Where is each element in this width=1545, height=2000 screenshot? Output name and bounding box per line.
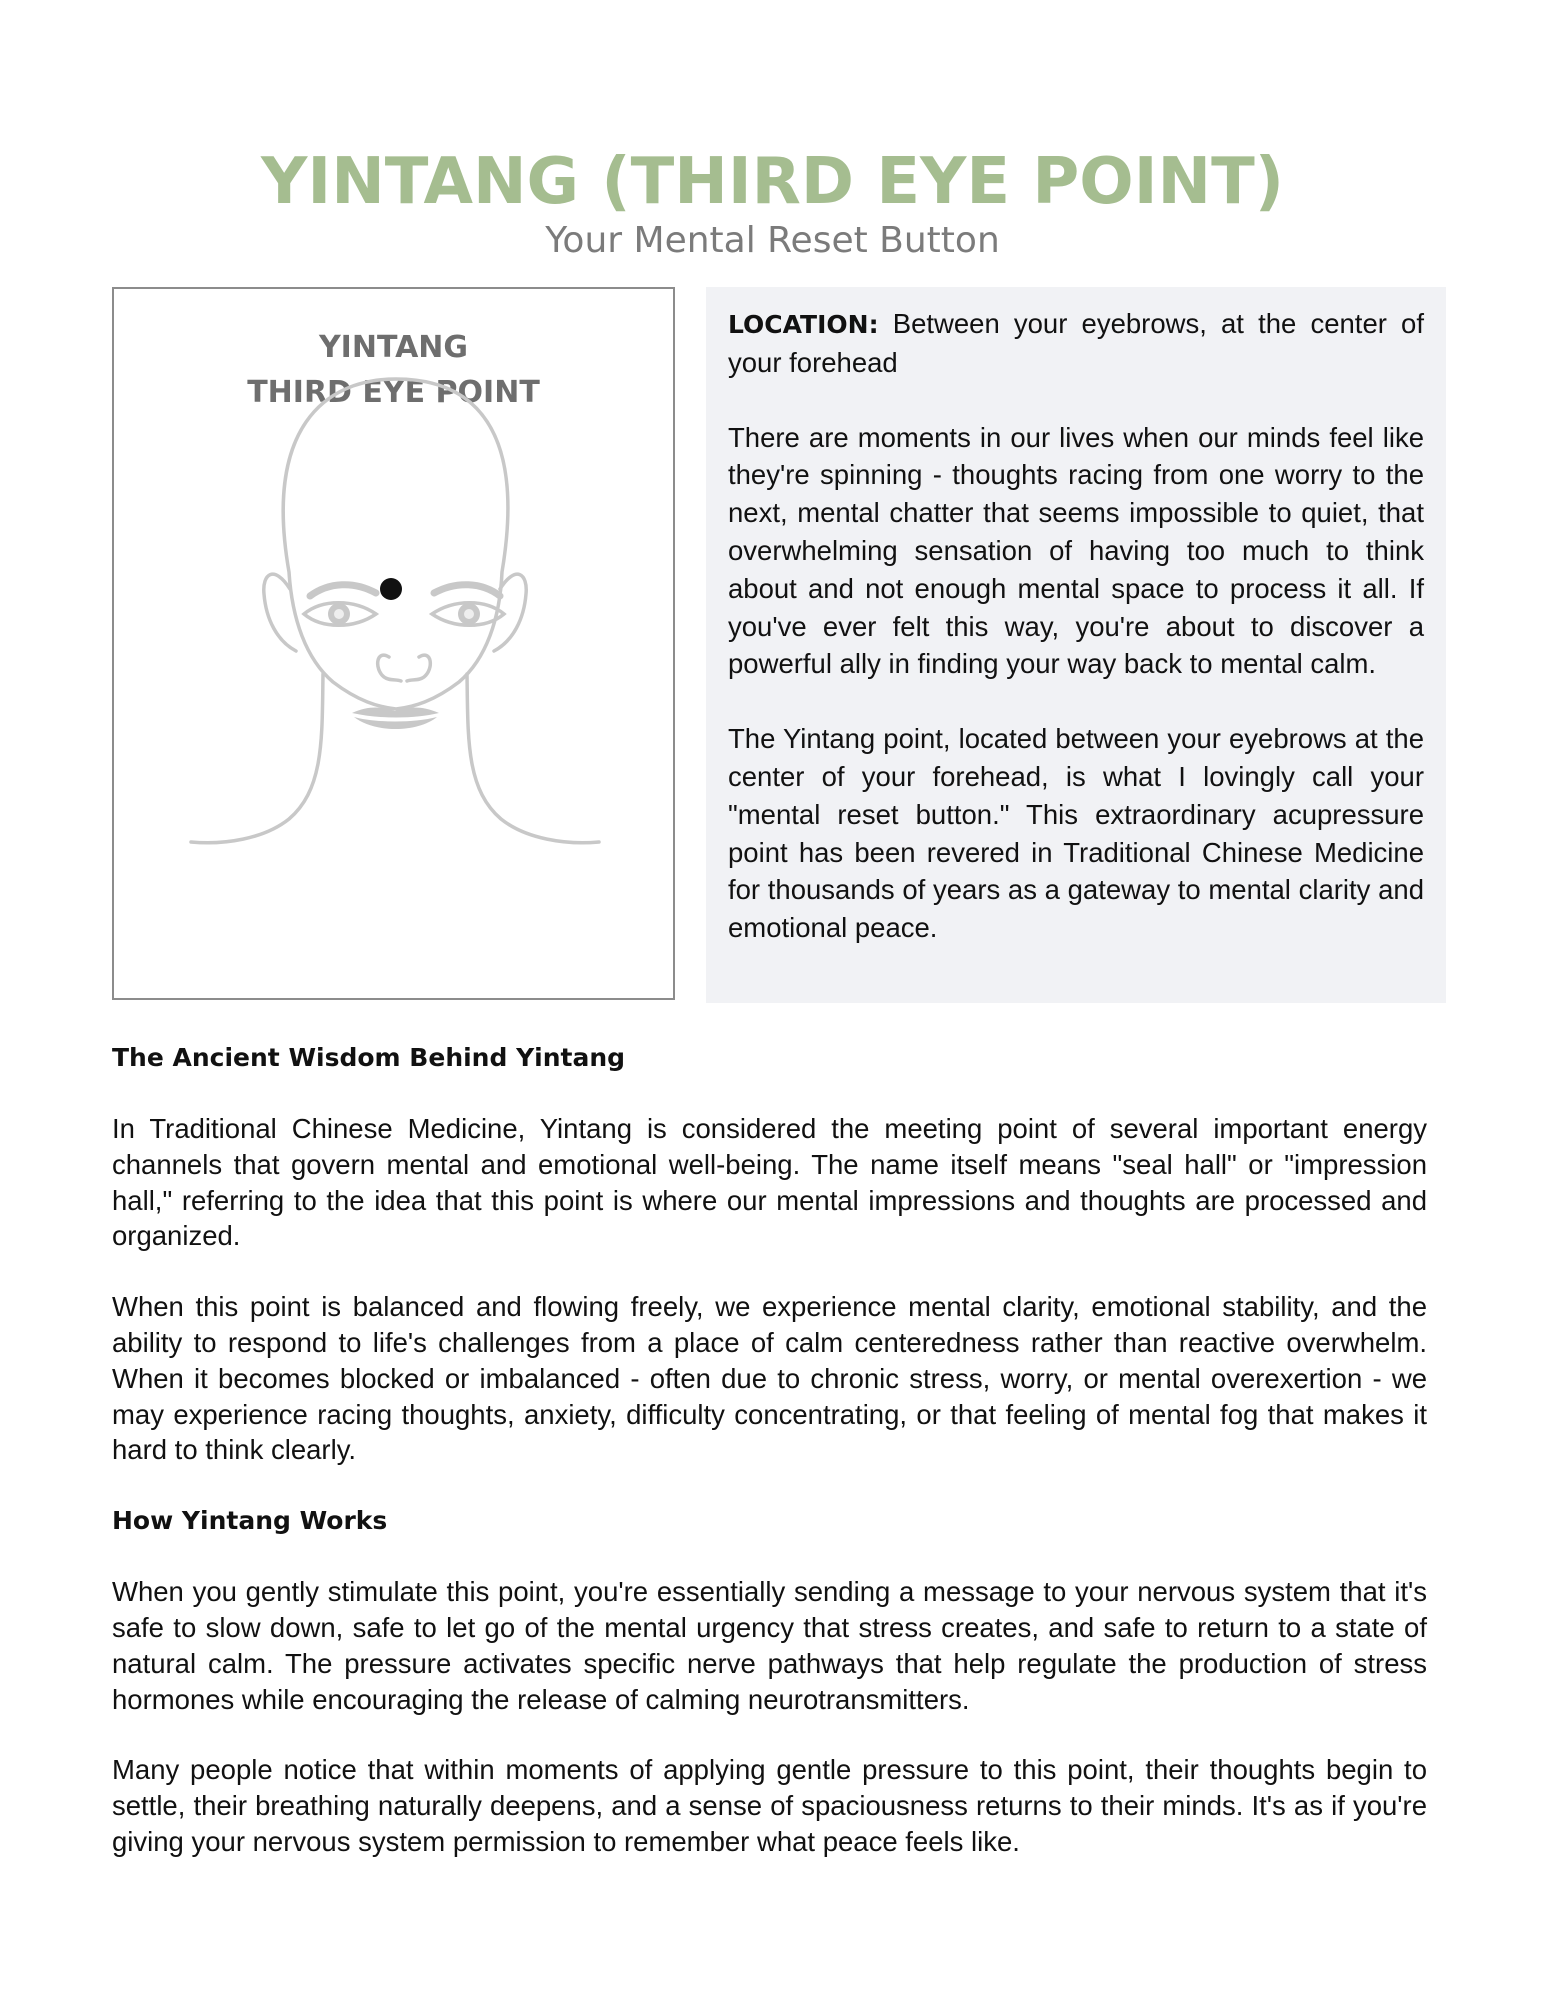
how-it-works-paragraph-1: When you gently stimulate this point, you're essentially sending a message to your nervous system that it's safe to slow down, safe to let go of the mental urgency that stress creates, and safe to return to a state of natural calm. The pressure activates specific nerve pathways that help regulate the production of stress hormones while encouraging the release of calming neurotransmitters. [112,1576,1427,1715]
info-paragraph-1: There are moments in our lives when our minds feel like they're spinning - thoughts racing from one worry to the next, mental chatter that seems impossible to quiet, that overwhelming sensation of having too much to think about and not enough mental space to process it all. If you've ever felt this way, you're about to discover a powerful ally in finding your way back to mental calm. [728,421,1424,680]
face-illustration-figure [112,287,675,1000]
how-it-works-paragraph-2: Many people notice that within moments of applying gentle pressure to this point, their thoughts begin to settle, their breathing naturally deepens, and a sense of spaciousness returns to their minds. It's as if you're giving your nervous system permission to remember what peace feels like. [112,1754,1427,1857]
figure-label-line2: THIRD EYE POINT [247,375,540,410]
head-outline [283,379,508,709]
page-title: YINTANG (THIRD EYE POINT) [261,145,1284,219]
ancient-wisdom-paragraph-2: When this point is balanced and flowing freely, we experience mental clarity, emotional stability, and the ability to respond to life's challenges from a place of calm centeredness rather than reactive overwhelm. When it becomes blocked or imbalanced - often due to chronic stress, worry, or mental overexertion - we may experience racing thoughts, anxiety, difficulty concentrating, or that feeling of mental fog that makes it hard to think clearly. [112,1291,1427,1466]
right-eyebrow [434,585,500,596]
neck-left [191,674,323,843]
lower-lip [354,717,437,729]
location-info-panel [706,287,1446,1003]
location-text: Between your eyebrows, at the center of your forehead [728,308,1424,378]
yintang-point-marker [380,578,402,600]
right-ear [494,574,526,651]
nose-right [407,655,430,681]
nose-left [378,655,401,681]
page-subtitle: Your Mental Reset Button [545,220,1000,261]
left-eyebrow [310,585,376,596]
location-paragraph [728,305,1424,382]
location-label: LOCATION: [728,310,879,339]
section-heading-how-it-works: How Yintang Works [112,1506,388,1536]
main-content [112,1040,1427,1895]
info-paragraph-2: The Yintang point, located between your eyebrows at the center of your forehead, is what I lovingly call your "mental reset button." This extraordinary acupressure point has been revered in Traditional Chinese Medicine for thousands of years as a gateway to mental clarity and emotional peace. [728,723,1424,944]
face-drawing [114,289,673,998]
section-heading-ancient-wisdom: The Ancient Wisdom Behind Yintang [112,1043,626,1072]
ancient-wisdom-paragraph-1: In Traditional Chinese Medicine, Yintang is considered the meeting point of several important energy channels that govern mental and emotional well-being. The name itself means "seal hall" or "impression hall," referring to the idea that this point is where our mental impressions and thoughts are processed and organized. [112,1113,1427,1252]
figure-label-line1: YINTANG [318,330,469,365]
neck-right [467,674,599,843]
